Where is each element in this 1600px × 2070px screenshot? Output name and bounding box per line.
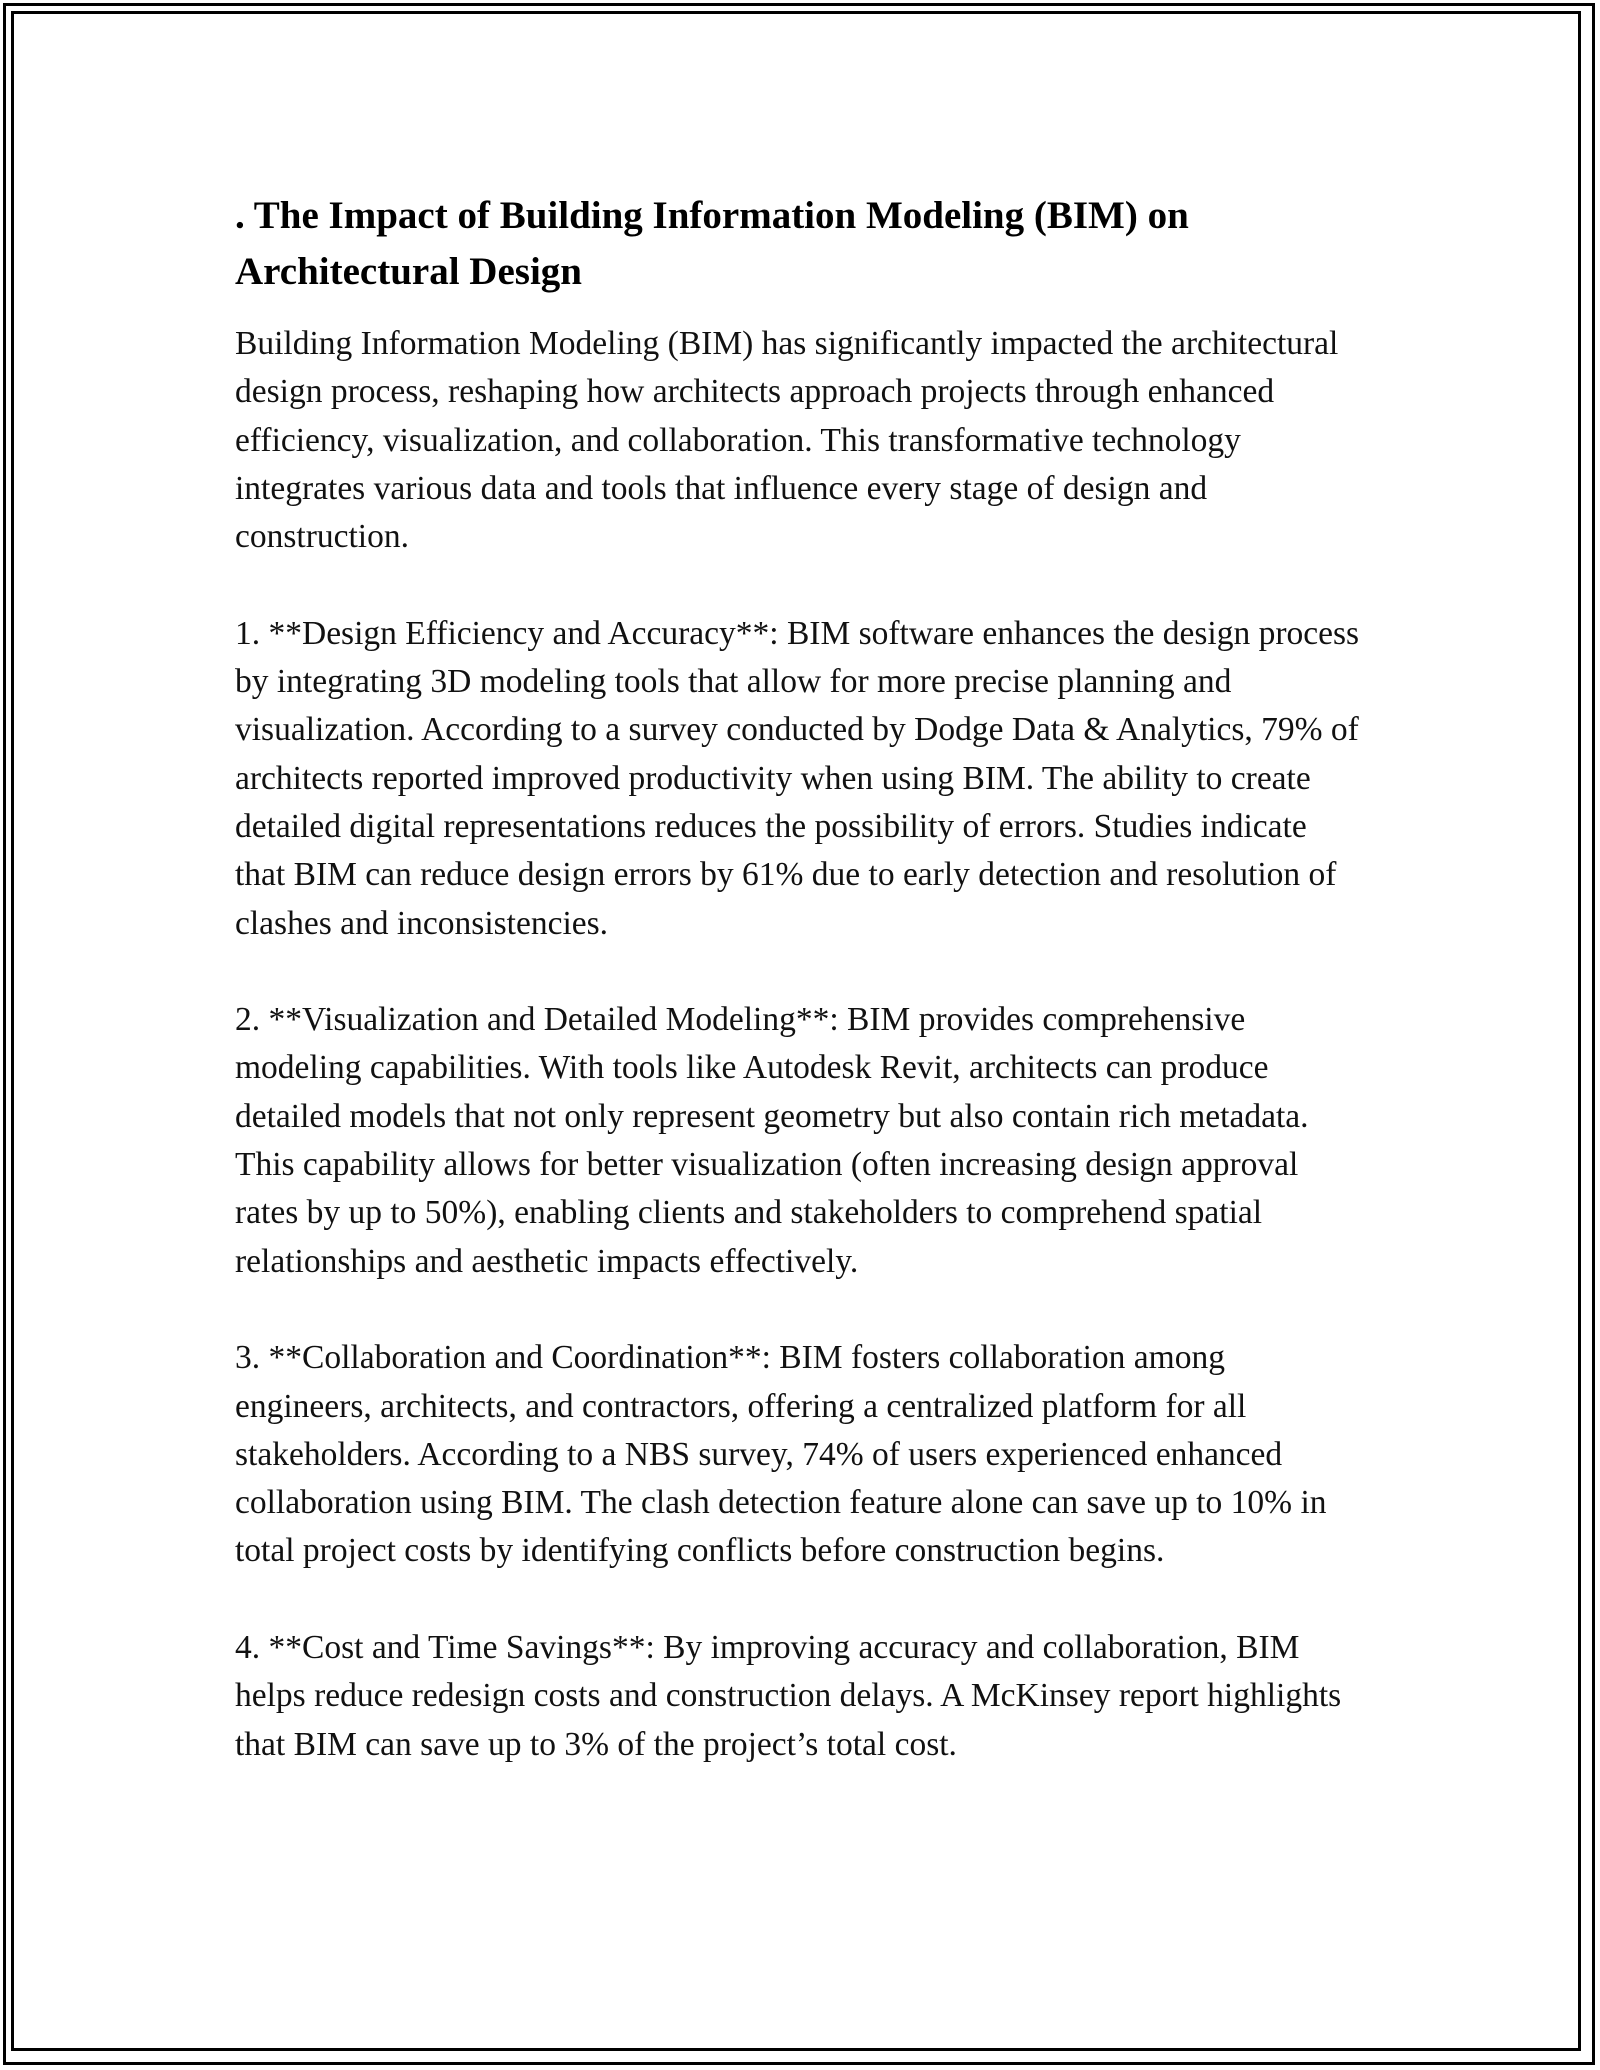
section-collaboration: 3. **Collaboration and Coordination**: BIM fosters collaboration among engineers, architects, and contractors, offering a centralized platform for all stakeholders. According to a NBS survey, 74% of users experienced enhanced collaboration using BIM. The clash detection feature alone can save up to 10% in total project costs by identifying conflicts before construction begins. [235,1339,1327,1570]
document-body [235,188,1365,1817]
section-design-efficiency: 1. **Design Efficiency and Accuracy**: BIM software enhances the design process by integrating 3D modeling tools that allow for more precise planning and visualization. According to a survey conducted by Dodge Data & Analytics, 79% of architects reported improved productivity when using BIM. The ability to create detailed digital representations reduces the possibility of errors. Studies indicate that BIM can reduce design errors by 61% due to early detection and resolution of clashes and inconsistencies. [235,614,1360,942]
intro-paragraph: Building Information Modeling (BIM) has significantly impacted the architectural design process, reshaping how architects approach projects through enhanced efficiency, visualization, and collaboration. This transformative technology integrates various data and tools that influence every stage of design and construction. [235,325,1339,556]
section-cost-savings: 4. **Cost and Time Savings**: By improving accuracy and collaboration, BIM helps reduce redesign costs and construction delays. A McKinsey report highlights that BIM can save up to 3% of the project’s total cost. [235,1629,1342,1763]
section-visualization: 2. **Visualization and Detailed Modeling**: BIM provides comprehensive modeling capabilities. With tools like Autodesk Revit, architects can produce detailed models that not only represent geometry but also contain rich metadata. This capability allows for better visualization (often increasing design approval rates by up to 50%), enabling clients and stakeholders to comprehend spatial relationships and aesthetic impacts effectively. [235,1001,1309,1280]
document-title: . The Impact of Building Information Modeling (BIM) on Architectural Design [235,194,1189,293]
